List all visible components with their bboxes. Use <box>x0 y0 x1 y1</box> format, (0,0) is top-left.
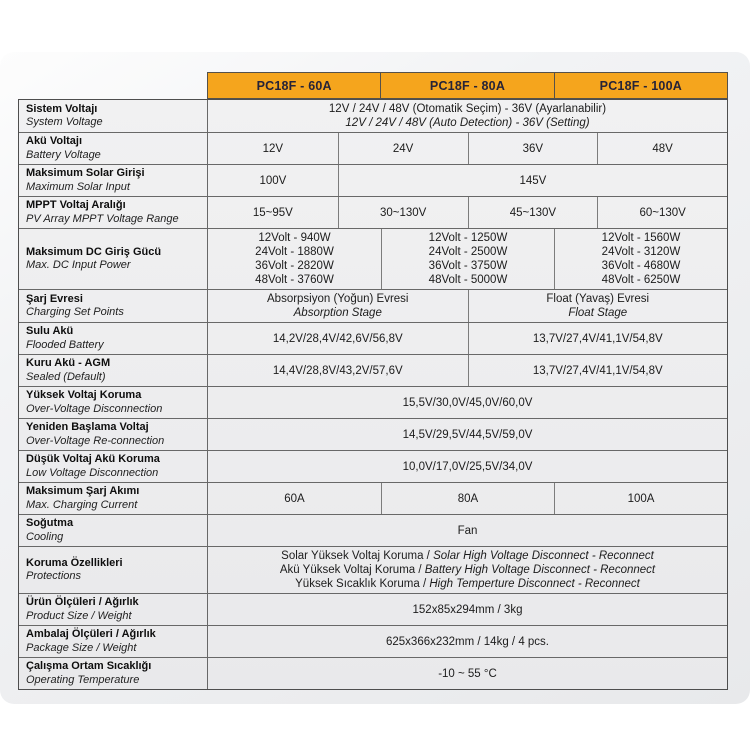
row-values <box>208 594 727 625</box>
row-label-turkish: Yüksek Voltaj Koruma <box>26 389 142 401</box>
spec-row <box>19 132 727 164</box>
spec-text: Battery High Voltage Disconnect - Reconnect <box>424 564 656 576</box>
spec-cell-line <box>413 603 523 617</box>
spec-text: Float Stage <box>568 307 628 319</box>
spec-cell-line <box>458 492 478 506</box>
spec-cell-line <box>294 306 382 320</box>
spec-cell-line <box>255 245 334 259</box>
spec-cell-line <box>295 577 640 591</box>
spec-text: 100A <box>627 492 655 505</box>
row-label-turkish: Yeniden Başlama Voltaj <box>26 421 149 433</box>
column-header: PC18F - 80A <box>380 73 553 98</box>
spec-text: 24Volt - 1880W <box>255 246 334 258</box>
spec-cell <box>468 323 728 354</box>
spec-cell-line <box>273 332 403 346</box>
spec-cell <box>208 290 468 322</box>
spec-cell-line <box>403 460 533 474</box>
spec-text: 24Volt - 2500W <box>428 246 508 258</box>
spec-text: 48Volt - 3760W <box>255 274 334 286</box>
row-values <box>208 547 727 593</box>
spec-cell-line <box>280 563 655 577</box>
spec-cell <box>338 197 468 228</box>
row-values <box>208 323 727 354</box>
spec-text: 48Volt - 6250W <box>601 274 681 286</box>
spec-text: 14,2V/28,4V/42,6V/56,8V <box>272 332 403 345</box>
spec-text: -10 ~ 55 °C <box>438 667 497 680</box>
spec-text: 15~95V <box>252 206 293 219</box>
spec-cell-line <box>429 245 508 259</box>
spec-cell-line <box>652 142 672 156</box>
spec-row <box>19 450 727 482</box>
spec-row <box>19 196 727 228</box>
spec-text: 14,5V/29,5V/44,5V/59,0V <box>402 428 533 441</box>
spec-cell-line <box>386 635 549 649</box>
spec-text: 152x85x294mm / 3kg <box>412 603 523 616</box>
spec-cell <box>208 197 338 228</box>
spec-cell-line <box>345 116 589 130</box>
spec-cell-line <box>429 273 508 287</box>
spec-text: 24V <box>392 142 414 155</box>
spec-text: 36Volt - 3750W <box>428 260 508 272</box>
spec-row <box>19 164 727 196</box>
spec-text: Absorption Stage <box>293 307 382 319</box>
spec-row <box>19 514 727 546</box>
row-label-english: Flooded Battery <box>26 338 104 351</box>
row-label-english: Operating Temperature <box>26 673 140 686</box>
spec-text: 80A <box>457 492 479 505</box>
row-values <box>208 387 727 418</box>
row-label <box>19 547 208 593</box>
spec-text: 48Volt - 5000W <box>428 274 508 286</box>
row-label-turkish: Kuru Akü - AGM <box>26 357 111 369</box>
spec-text: 12Volt - 1250W <box>428 232 508 244</box>
spec-cell <box>468 133 598 164</box>
row-label-english: Over-Voltage Re-connection <box>26 434 165 447</box>
spec-cell <box>381 229 554 289</box>
row-label-turkish: Maksimum DC Giriş Gücü <box>26 245 162 258</box>
spec-text: 12V / 24V / 48V (Auto Detection) - 36V (Setting) <box>345 117 590 129</box>
spec-cell-line <box>510 206 556 220</box>
spec-text: 36Volt - 4680W <box>601 260 681 272</box>
spec-text: 45~130V <box>509 206 557 219</box>
spec-cell-line <box>519 174 546 188</box>
spec-text: 36Volt - 2820W <box>255 260 334 272</box>
row-label-turkish: Şarj Evresi <box>26 292 83 305</box>
spec-cell-line <box>255 273 334 287</box>
spec-cell <box>554 229 727 289</box>
spec-cell-line <box>258 231 330 245</box>
spec-text: Fan <box>457 524 478 537</box>
spec-row <box>19 418 727 450</box>
spec-row <box>19 482 727 514</box>
spec-text: 60~130V <box>639 206 686 219</box>
row-label-turkish: Maksimum Solar Girişi <box>26 167 145 179</box>
spec-cell-line <box>533 332 663 346</box>
spec-cell <box>208 229 381 289</box>
spec-cell-line <box>253 206 293 220</box>
spec-cell-line <box>403 396 533 410</box>
spec-text: 145V <box>519 174 547 187</box>
row-label <box>19 290 208 322</box>
spec-text: 24Volt - 3120W <box>601 246 681 258</box>
spec-text: 12V / 24V / 48V (Otomatik Seçim) - 36V (Ayarlanabilir) <box>328 103 607 115</box>
spec-cell <box>208 387 727 418</box>
row-values <box>208 133 727 164</box>
spec-table-body <box>18 99 728 690</box>
column-header: PC18F - 100A <box>554 73 727 98</box>
spec-cell <box>381 483 554 514</box>
spec-text: Solar High Voltage Disconnect - Reconnect <box>433 550 654 562</box>
spec-row <box>19 386 727 418</box>
spec-cell-line <box>533 364 663 378</box>
row-label-english: PV Array MPPT Voltage Range <box>26 212 179 225</box>
row-label-turkish: Akü Voltajı <box>26 135 83 147</box>
spec-cell <box>208 133 338 164</box>
spec-row <box>19 593 727 625</box>
spec-cell-line <box>523 142 543 156</box>
row-values <box>208 229 727 289</box>
row-label-english: Over-Voltage Disconnection <box>26 402 163 415</box>
row-label <box>19 229 208 289</box>
row-label-english: Protections <box>26 570 82 582</box>
row-label <box>19 594 208 625</box>
spec-text: 13,7V/27,4V/41,1V/54,8V <box>532 364 663 377</box>
spec-text: Akü Yüksek Voltaj Koruma / <box>279 564 425 576</box>
row-label-english: Cooling <box>26 530 64 543</box>
spec-text: High Temperture Disconnect - Reconnect <box>429 578 640 590</box>
row-label <box>19 197 208 228</box>
row-label <box>19 483 208 514</box>
spec-cell-line <box>267 292 408 306</box>
row-values <box>208 165 727 196</box>
spec-text: 12Volt - 940W <box>258 232 331 244</box>
row-label <box>19 100 208 132</box>
spec-cell <box>208 323 468 354</box>
row-label <box>19 658 208 689</box>
row-label <box>19 515 208 546</box>
spec-text: 100V <box>259 174 287 187</box>
row-values <box>208 626 727 657</box>
product-header-row <box>207 72 728 99</box>
row-values <box>208 290 727 322</box>
row-label <box>19 626 208 657</box>
spec-cell-line <box>393 142 413 156</box>
spec-text: 14,4V/28,8V/43,2V/57,6V <box>272 364 403 377</box>
spec-cell-line <box>403 428 533 442</box>
row-label-english: Package Size / Weight <box>26 641 137 654</box>
row-label <box>19 355 208 386</box>
spec-cell-line <box>259 174 286 188</box>
row-label-turkish: Maksimum Şarj Akımı <box>26 485 140 497</box>
row-label-turkish: Sulu Akü <box>26 325 74 337</box>
spec-text: 12V <box>262 142 284 155</box>
row-label-english: System Voltage <box>26 116 103 128</box>
row-label-english: Sealed (Default) <box>26 370 106 383</box>
row-values <box>208 355 727 386</box>
spec-text: Solar Yüksek Voltaj Koruma / <box>281 550 434 562</box>
spec-row <box>19 546 727 593</box>
spec-cell-line <box>628 492 655 506</box>
spec-text: 12Volt - 1560W <box>601 232 681 244</box>
spec-cell-line <box>438 667 497 681</box>
row-label-english: Battery Voltage <box>26 148 101 161</box>
spec-text: Yüksek Sıcaklık Koruma / <box>295 578 430 590</box>
row-label-turkish: MPPT Voltaj Aralığı <box>26 199 126 211</box>
row-label <box>19 451 208 482</box>
row-label-turkish: Sistem Voltajı <box>26 102 98 115</box>
row-label-english: Maximum Solar Input <box>26 180 130 193</box>
spec-text: 30~130V <box>379 206 427 219</box>
row-values <box>208 100 727 132</box>
spec-cell-line <box>458 524 478 538</box>
spec-text: Absorpsiyon (Yoğun) Evresi <box>267 293 409 305</box>
row-label-turkish: Koruma Özellikleri <box>26 556 123 569</box>
spec-cell-line <box>255 259 334 273</box>
spec-cell-line <box>568 306 627 320</box>
row-label <box>19 133 208 164</box>
spec-cell-line <box>429 231 508 245</box>
spec-text: 10,0V/17,0V/25,5V/34,0V <box>402 460 533 473</box>
spec-cell-line <box>329 102 606 116</box>
spec-cell-line <box>263 142 283 156</box>
row-label-turkish: Soğutma <box>26 517 74 529</box>
spec-cell-line <box>273 364 403 378</box>
spec-cell <box>208 165 338 196</box>
row-values <box>208 483 727 514</box>
spec-cell <box>597 133 727 164</box>
spec-cell <box>208 594 727 625</box>
spec-text: 625x366x232mm / 14kg / 4 pcs. <box>385 635 549 648</box>
spec-cell <box>208 355 468 386</box>
spec-cell <box>468 197 598 228</box>
spec-row <box>19 322 727 354</box>
spec-text: 48V <box>652 142 673 155</box>
spec-cell <box>338 165 727 196</box>
row-label-english: Product Size / Weight <box>26 609 132 622</box>
spec-row <box>19 657 727 689</box>
row-values <box>208 451 727 482</box>
row-values <box>208 515 727 546</box>
row-values <box>208 658 727 689</box>
spec-cell-line <box>639 206 685 220</box>
spec-cell-line <box>602 273 681 287</box>
row-label-turkish: Düşük Voltaj Akü Koruma <box>26 453 160 465</box>
spec-cell <box>468 355 728 386</box>
spec-cell-line <box>602 245 681 259</box>
spec-row <box>19 354 727 386</box>
spec-row <box>19 625 727 657</box>
spec-cell-line <box>602 231 681 245</box>
row-values <box>208 419 727 450</box>
spec-cell <box>208 451 727 482</box>
row-label-turkish: Ürün Ölçüleri / Ağırlık <box>26 596 139 608</box>
row-label-turkish: Ambalaj Ölçüleri / Ağırlık <box>26 628 156 640</box>
spec-cell <box>208 515 727 546</box>
row-values <box>208 197 727 228</box>
column-header: PC18F - 60A <box>208 73 380 98</box>
spec-cell <box>208 419 727 450</box>
row-label <box>19 323 208 354</box>
row-label-english: Low Voltage Disconnection <box>26 466 159 479</box>
spec-cell-line <box>281 549 654 563</box>
spec-cell <box>208 483 381 514</box>
spec-cell-line <box>380 206 426 220</box>
spec-text: Float (Yavaş) Evresi <box>546 293 650 305</box>
spec-cell <box>338 133 468 164</box>
row-label-english: Max. Charging Current <box>26 498 138 511</box>
spec-text: 15,5V/30,0V/45,0V/60,0V <box>402 396 533 409</box>
spec-table <box>18 72 728 690</box>
spec-cell <box>468 290 728 322</box>
spec-cell <box>208 626 727 657</box>
spec-cell-line <box>429 259 508 273</box>
row-label <box>19 165 208 196</box>
spec-cell <box>208 100 727 132</box>
spec-row <box>19 228 727 289</box>
spec-cell <box>554 483 727 514</box>
row-label-english: Charging Set Points <box>26 306 124 318</box>
row-label-english: Max. DC Input Power <box>26 259 131 271</box>
spec-cell-line <box>284 492 304 506</box>
spec-text: 60A <box>284 492 305 505</box>
spec-cell <box>208 658 727 689</box>
spec-cell <box>208 547 727 593</box>
spec-cell-line <box>602 259 681 273</box>
spec-cell-line <box>546 292 649 306</box>
spec-text: 36V <box>522 142 544 155</box>
spec-cell <box>597 197 727 228</box>
spec-row <box>19 100 727 132</box>
spec-text: 13,7V/27,4V/41,1V/54,8V <box>532 332 663 345</box>
row-label <box>19 419 208 450</box>
row-label-turkish: Çalışma Ortam Sıcaklığı <box>26 660 152 672</box>
spec-row <box>19 289 727 322</box>
row-label <box>19 387 208 418</box>
